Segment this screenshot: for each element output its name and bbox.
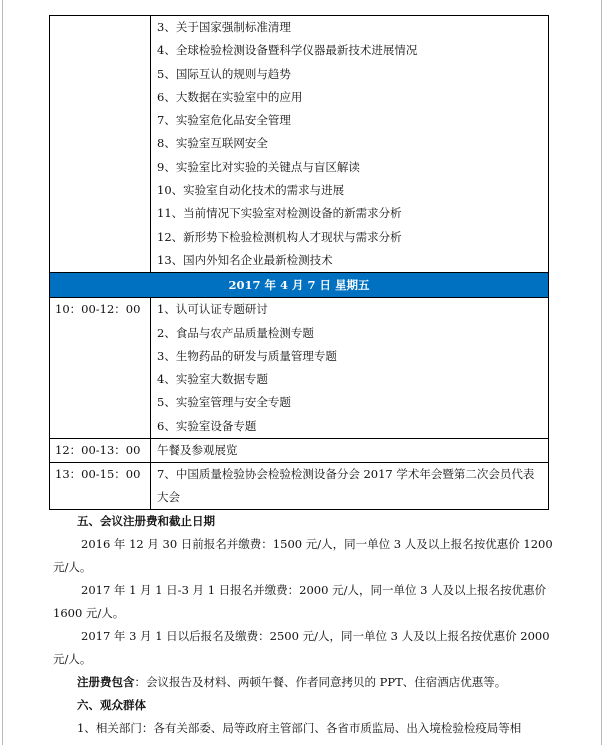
list-item: 6、大数据在实验室中的应用 bbox=[157, 89, 303, 104]
paragraph: 2016 年 12 月 30 日前报名并缴费：1500 元/人，同一单位 3 人及以上报名按优惠价 1200 元/人。 bbox=[53, 537, 553, 574]
time-cell-empty bbox=[50, 16, 151, 273]
table-row bbox=[50, 463, 549, 510]
section-heading: 六、观众群体 bbox=[77, 698, 146, 712]
list-item: 11、当前情况下实验室对检测设备的新需求分析 bbox=[157, 206, 402, 221]
list-item: 2、食品与农产品质量检测专题 bbox=[157, 325, 314, 340]
list-item: 13、国内外知名企业最新检测技术 bbox=[157, 252, 333, 267]
table-row bbox=[50, 439, 549, 463]
fee-text: ：会议报告及材料、两顿午餐、作者同意拷贝的 PPT、住宿酒店优惠等。 bbox=[134, 675, 507, 689]
day-header: 2017 年 4 月 7 日 星期五 bbox=[50, 273, 549, 298]
day-header-row bbox=[50, 273, 549, 298]
section-heading: 五、会议注册费和截止日期 bbox=[77, 514, 215, 528]
table-row bbox=[50, 298, 549, 439]
page-frame-left bbox=[2, 0, 3, 745]
list-item: 9、实验室比对实验的关键点与盲区解读 bbox=[157, 159, 360, 174]
list-item: 1、认可认证专题研讨 bbox=[157, 302, 268, 317]
list-item: 午餐及参观展览 bbox=[157, 443, 238, 458]
page-frame-right bbox=[601, 0, 602, 745]
list-item: 4、实验室大数据专题 bbox=[157, 372, 268, 387]
list-item: 8、实验室互联网安全 bbox=[157, 136, 268, 151]
table-row bbox=[50, 16, 549, 273]
session-time: 13：00-15：00 bbox=[55, 467, 141, 482]
topic-cell bbox=[151, 16, 549, 273]
list-item: 3、关于国家强制标准清理 bbox=[157, 20, 291, 34]
list-item: 10、实验室自动化技术的需求与进展 bbox=[157, 183, 345, 198]
paragraph: 1、相关部门：各有关部委、局等政府主管部门、各省市质监局、出入境检验检疫局等相 bbox=[77, 721, 522, 735]
topic-cell bbox=[151, 298, 549, 439]
list-item: 4、全球检验检测设备暨科学仪器最新技术进展情况 bbox=[157, 43, 418, 58]
list-item: 5、实验室管理与安全专题 bbox=[157, 395, 291, 410]
list-item: 12、新形势下检验检测机构人才现状与需求分析 bbox=[157, 229, 402, 244]
list-item: 7、实验室危化品安全管理 bbox=[157, 113, 291, 128]
document-body bbox=[53, 510, 553, 740]
list-item: 7、中国质量检验协会检验检测设备分会 2017 学术年会暨第二次会员代表大会 bbox=[157, 467, 535, 505]
fee-label: 注册费包含 bbox=[77, 675, 135, 689]
paragraph: 2017 年 1 月 1 日-3 月 1 日报名并缴费：2000 元/人，同一单位 3 人及以上报名按优惠价 1600 元/人。 bbox=[53, 583, 547, 620]
paragraph: 2017 年 3 月 1 日以后报名及缴费：2500 元/人，同一单位 3 人及以上报名按优惠价 2000 元/人。 bbox=[53, 629, 550, 666]
fee-includes bbox=[53, 671, 553, 694]
session-time: 12：00-13：00 bbox=[55, 443, 141, 458]
session-time: 10：00-12：00 bbox=[55, 302, 141, 317]
schedule-table bbox=[49, 15, 549, 510]
list-item: 5、国际互认的规则与趋势 bbox=[157, 66, 291, 81]
list-item: 6、实验室设备专题 bbox=[157, 418, 257, 433]
list-item: 3、生物药品的研发与质量管理专题 bbox=[157, 348, 337, 363]
